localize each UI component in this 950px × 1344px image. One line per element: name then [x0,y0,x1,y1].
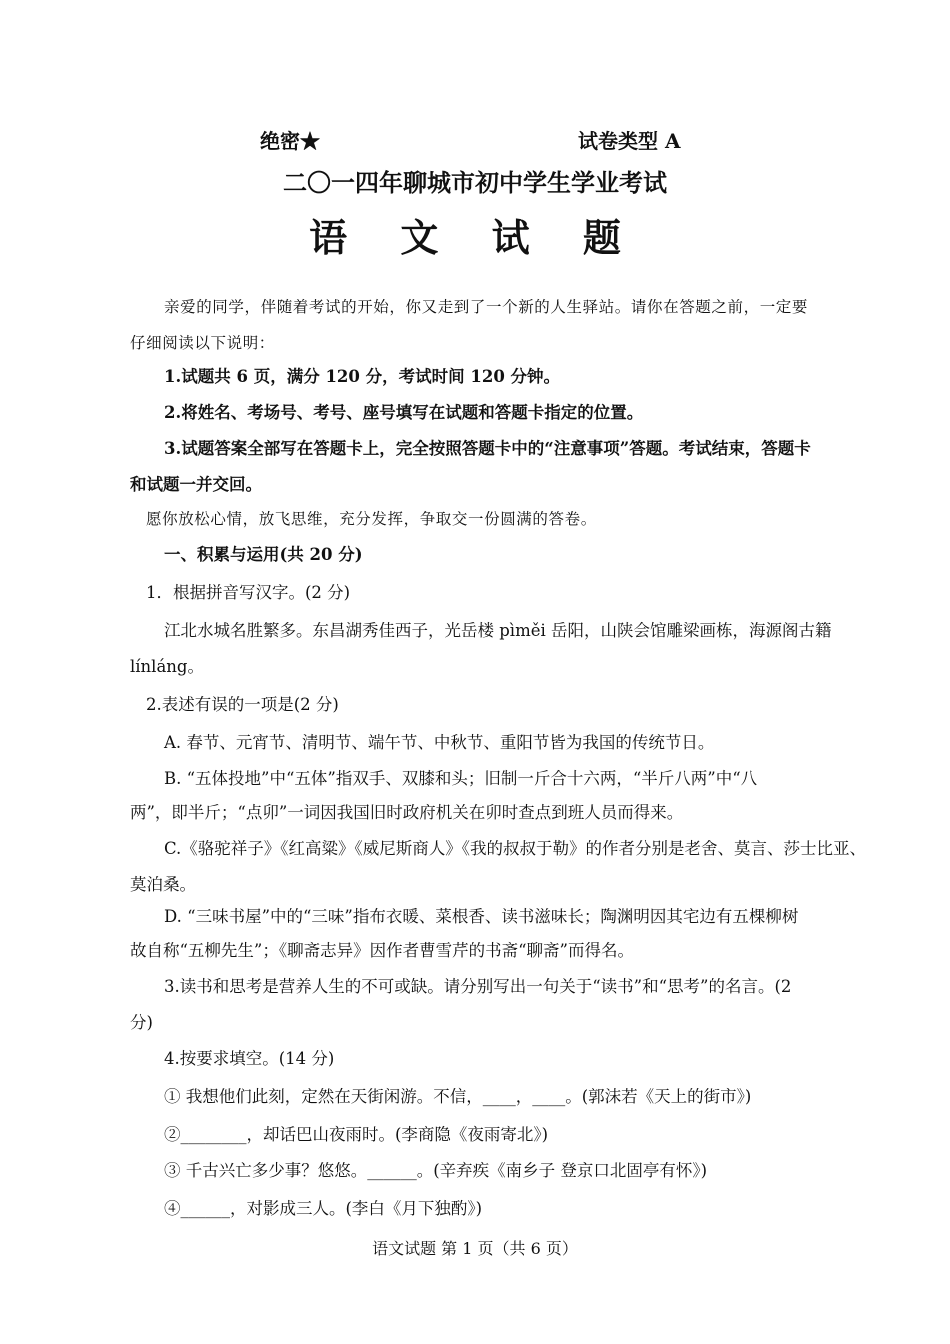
question-1-text-line-1: 江北水城名胜繁多。东昌湖秀佳西子，光岳楼 pìměi 岳阳，山陕会馆雕梁画栋，海源阁古籍 [164,621,832,640]
note-3-line-2: 和试题一并交回。 [130,475,262,494]
question-4-item-2: ②________，却话巴山夜雨时。(李商隐《夜雨寄北》) [164,1125,549,1144]
intro-line-2: 仔细阅读以下说明： [130,334,275,352]
question-2-option-d-line-2: 故自称“五柳先生”；《聊斋志异》因作者曹雪芹的书斋“聊斋”而得名。 [130,941,634,960]
question-4-stem: 4.按要求填空。(14 分) [164,1049,335,1068]
question-2-option-c-line-1: C.《骆驼祥子》《红高粱》《威尼斯商人》《我的叔叔于勒》的作者分别是老舍、莫言、莎士比亚、 [164,839,867,858]
question-1-text-line-2: línláng。 [130,657,204,676]
subject-title: 语 文 试 题 [309,215,641,260]
intro-line-1: 亲爱的同学，伴随着考试的开始，你又走到了一个新的人生驿站。请你在答题之前，一定要 [164,298,809,316]
question-2-stem: 2.表述有误的一项是(2 分) [146,695,339,714]
question-2-option-a: A. 春节、元宵节、清明节、端午节、中秋节、重阳节皆为我国的传统节日。 [164,733,715,752]
note-2: 2.将姓名、考场号、考号、座号填写在试题和答题卡指定的位置。 [164,403,644,422]
note-3-line-1: 3.试题答案全部写在答题卡上，完全按照答题卡中的“注意事项”答题。考试结束，答题卡 [164,439,811,458]
secret-label: 绝密★ [260,129,320,153]
question-4-item-4: ④______，对影成三人。(李白《月下独酌》) [164,1199,483,1218]
note-1: 1.试题共 6 页，满分 120 分，考试时间 120 分钟。 [164,367,561,386]
question-3-line-1: 3.读书和思考是营养人生的不可或缺。请分别写出一句关于“读书”和“思考”的名言。(2 [164,977,792,996]
page-footer: 语文试题 第 1 页（共 6 页） [372,1239,578,1258]
question-2-option-b-line-2: 两”，即半斤；“点卯”一词因我国旧时政府机关在卯时查点到班人员而得来。 [130,803,684,822]
question-4-item-1: ① 我想他们此刻，定然在天街闲游。不信，____，____。(郭沫若《天上的街市》) [164,1087,752,1106]
question-2-option-b-line-1: B. “五体投地”中“五体”指双手、双膝和头；旧制一斤合十六两，“半斤八两”中“八 [164,769,758,788]
section-1-title: 一、积累与运用(共 20 分) [164,545,363,564]
question-2-option-c-line-2: 莫泊桑。 [130,875,196,894]
wish-text: 愿你放松心情，放飞思维，充分发挥，争取交一份圆满的答卷。 [146,510,597,528]
question-2-option-d-line-1: D. “三味书屋”中的“三味”指布衣暖、菜根香、读书滋味长；陶渊明因其宅边有五棵柳树 [164,907,799,926]
question-3-line-2: 分) [130,1013,153,1032]
question-1-stem: 1．根据拼音写汉字。(2 分) [146,583,351,602]
exam-title: 二〇一四年聊城市初中学生学业考试 [283,168,667,197]
paper-type-label: 试卷类型 A [578,129,681,153]
question-4-item-3: ③ 千古兴亡多少事？悠悠。______。(辛弃疾《南乡子 登京口北固亭有怀》) [164,1161,708,1180]
